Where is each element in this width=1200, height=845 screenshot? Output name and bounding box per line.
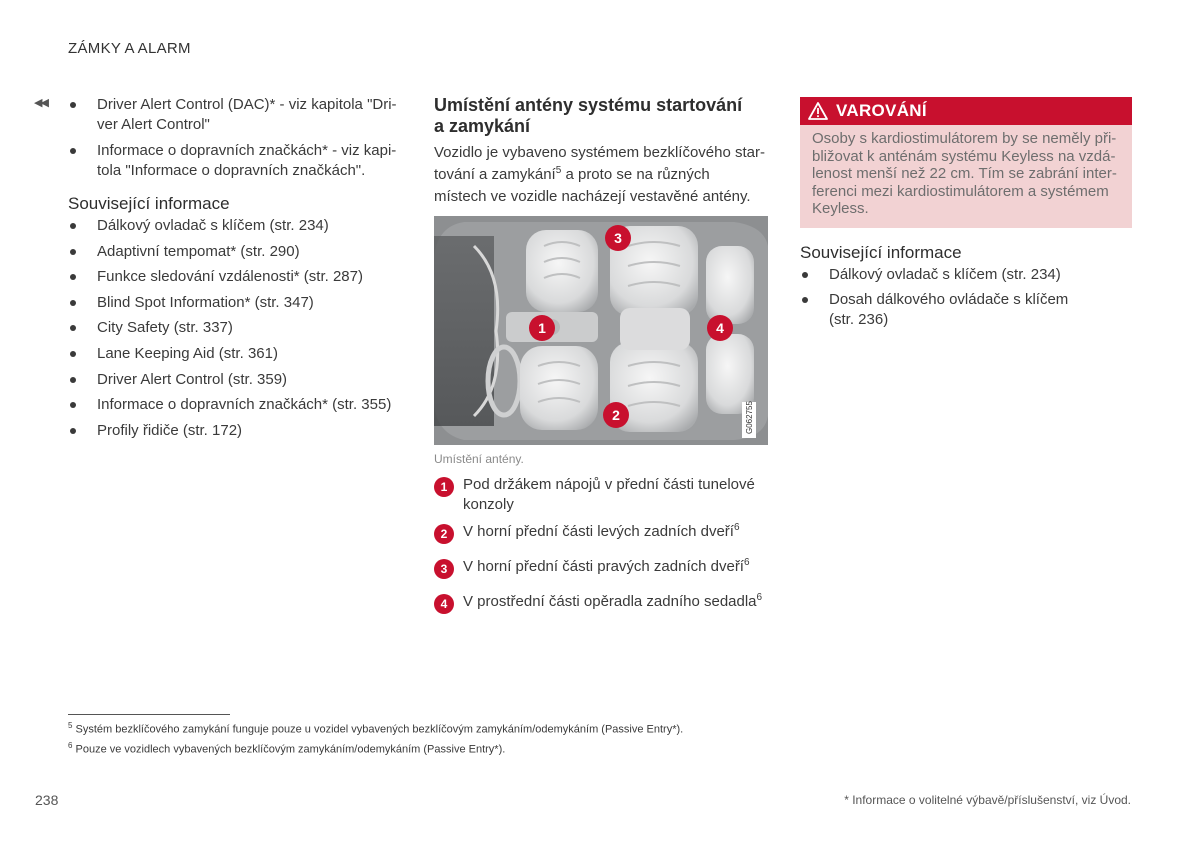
column-left bbox=[68, 95, 403, 446]
legend-number: 1 bbox=[434, 477, 454, 497]
footnote-ref: 6 bbox=[733, 522, 740, 533]
footnote: $^5$ Systém bezklíčového zamykání funguje pouze u vozidel vybavených bezklíčovým zamykáním/odemykáním (Passive Entry*). bbox=[68, 721, 684, 736]
related-info-list bbox=[800, 265, 1132, 330]
warning-box bbox=[800, 97, 1132, 228]
legend-number: 3 bbox=[434, 559, 454, 579]
page-number: 238 bbox=[35, 792, 59, 808]
figure-caption: Umístění antény. bbox=[434, 452, 524, 466]
related-link[interactable]: Lane Keeping Aid (str. 361) bbox=[68, 344, 403, 364]
section-title: ZÁMKY A ALARM bbox=[68, 40, 191, 57]
legend-item: 1 Pod držákem nápojů v přední části tunelové konzoly bbox=[434, 475, 769, 515]
warning-header bbox=[800, 97, 1132, 125]
related-link[interactable]: City Safety (str. 337) bbox=[68, 318, 403, 338]
related-link[interactable]: Adaptivní tempomat* (str. 290) bbox=[68, 242, 403, 262]
related-link[interactable]: Driver Alert Control (str. 359) bbox=[68, 370, 403, 390]
column-middle bbox=[434, 95, 769, 208]
legend-item: 2 V horní přední části levých zadních dveří$^6$ bbox=[434, 522, 769, 542]
related-info-list bbox=[68, 216, 403, 441]
related-info-heading: Související informace bbox=[800, 242, 962, 262]
list-item: Driver Alert Control (DAC)* - viz kapitola "Dri- ver Alert Control" bbox=[68, 95, 403, 135]
antenna-marker-4 bbox=[707, 315, 733, 341]
related-info-heading: Související informace bbox=[68, 194, 230, 213]
svg-text:4: 4 bbox=[716, 320, 724, 336]
footnote: $^6$ Pouze ve vozidlech vybavených bezklíčovým zamykáním/odemykáním (Passive Entry*). bbox=[68, 740, 506, 756]
legend-item: 3 V horní přední části pravých zadních dveří$^6$ bbox=[434, 557, 769, 577]
related-link[interactable]: Profily řidiče (str. 172) bbox=[68, 421, 403, 441]
antenna-marker-3 bbox=[605, 225, 631, 251]
related-info-section bbox=[68, 194, 403, 441]
related-link[interactable]: Informace o dopravních značkách* (str. 355) bbox=[68, 395, 403, 415]
warning-title: VAROVÁNÍ bbox=[836, 101, 927, 120]
footer-note: * Informace o volitelné výbavě/příslušenství, viz Úvod. bbox=[844, 793, 1131, 807]
list-item: Informace o dopravních značkách* - viz kapi- tola "Informace o dopravních značkách". bbox=[68, 141, 403, 181]
legend-item: 4 V prostřední části opěradla zadního sedadla$^6$ bbox=[434, 592, 769, 612]
car-interior-figure bbox=[434, 216, 768, 445]
back-arrows-icon[interactable]: ◀◀ bbox=[34, 97, 47, 109]
legend-number: 4 bbox=[434, 594, 454, 614]
footnotes bbox=[68, 718, 683, 757]
svg-text:2: 2 bbox=[612, 407, 620, 423]
car-interior-illustration bbox=[434, 216, 768, 445]
intro-paragraph: Vozidlo je vybaveno systémem bezklíčového star- tování a zamykání$^5$ a proto se na různých místech ve vozidle nacházejí vestavěné antény. bbox=[434, 144, 765, 205]
related-link[interactable]: Dálkový ovladač s klíčem (str. 234) bbox=[800, 265, 1132, 285]
warning-text: Osoby s kardiostimulátorem by se neměly při- bližovat k anténám systému Keyless na vzdá- lenost menší než 22 cm. Tím se zabrání inter- ferenci mezi kardiostimulátorem a systémem Keyless. bbox=[812, 130, 1117, 217]
antenna-marker-1 bbox=[529, 315, 555, 341]
intro-list bbox=[68, 95, 403, 181]
figure-code: G062755 bbox=[745, 401, 754, 434]
antenna-heading: Umístění antény systému startování a zamykání bbox=[434, 95, 743, 136]
footnote-ref: 5 bbox=[555, 165, 562, 176]
column-right bbox=[800, 97, 1132, 335]
warning-triangle-icon bbox=[800, 102, 836, 120]
footnote-divider bbox=[68, 714, 230, 715]
related-info-section bbox=[800, 243, 1132, 330]
svg-text:1: 1 bbox=[538, 320, 546, 336]
footnote-ref: 6 bbox=[756, 592, 763, 603]
related-link[interactable]: Blind Spot Information* (str. 347) bbox=[68, 293, 403, 313]
antenna-legend bbox=[434, 475, 769, 612]
legend-number: 2 bbox=[434, 524, 454, 544]
related-link[interactable]: Funkce sledování vzdálenosti* (str. 287) bbox=[68, 267, 403, 287]
footnote-ref: 6 bbox=[743, 557, 750, 568]
svg-text:3: 3 bbox=[614, 230, 622, 246]
related-link[interactable]: Dálkový ovladač s klíčem (str. 234) bbox=[68, 216, 403, 236]
antenna-marker-2 bbox=[603, 402, 629, 428]
related-link[interactable]: Dosah dálkového ovládače s klíčem (str. 236) bbox=[800, 290, 1132, 330]
